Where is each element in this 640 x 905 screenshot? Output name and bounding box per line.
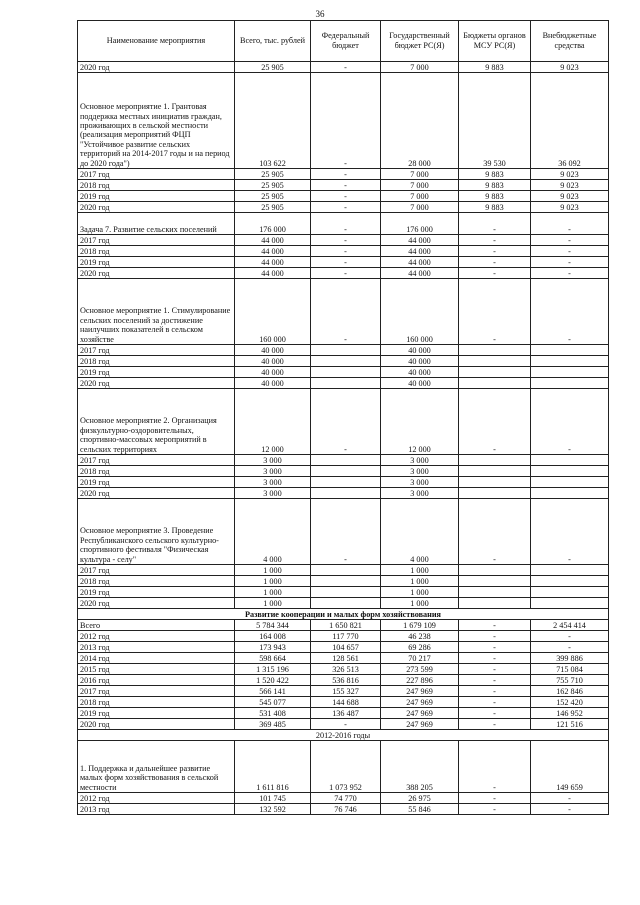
table-row (78, 268, 609, 279)
cell-name: 2019 год (78, 477, 235, 488)
subsection-title: 2012-2016 годы (78, 730, 609, 741)
cell-total: 173 943 (235, 642, 311, 653)
cell-federal: - (311, 279, 381, 345)
cell-municipal (459, 488, 531, 499)
cell-municipal: 9 883 (459, 202, 531, 213)
cell-extrabudget (531, 587, 609, 598)
table-row (78, 213, 609, 235)
table-row (78, 73, 609, 169)
cell-municipal: - (459, 686, 531, 697)
cell-extrabudget: 9 023 (531, 191, 609, 202)
cell-municipal: - (459, 631, 531, 642)
cell-federal: - (311, 213, 381, 235)
cell-state: 44 000 (381, 257, 459, 268)
cell-name: 2013 год (78, 642, 235, 653)
cell-extrabudget: - (531, 257, 609, 268)
cell-state: 388 205 (381, 741, 459, 793)
cell-extrabudget: - (531, 213, 609, 235)
cell-extrabudget (531, 488, 609, 499)
page-number: 36 (315, 9, 325, 19)
col-header-name: Наименование мероприятия (78, 21, 235, 62)
cell-name: 2020 год (78, 598, 235, 609)
cell-state: 247 969 (381, 719, 459, 730)
col-header-federal: Федеральный бюджет (311, 21, 381, 62)
cell-state: 4 000 (381, 499, 459, 565)
cell-extrabudget (531, 356, 609, 367)
cell-extrabudget (531, 576, 609, 587)
table-row (78, 466, 609, 477)
cell-municipal (459, 466, 531, 477)
cell-federal: - (311, 268, 381, 279)
cell-name: 2017 год (78, 565, 235, 576)
cell-total: 164 008 (235, 631, 311, 642)
cell-extrabudget (531, 477, 609, 488)
cell-name: Основное мероприятие 1. Грантовая поддержка местных инициатив граждан, проживающих в сельской местности (реализация мероприятий ФЦП "Устойчивое развитие сельских территорий на 2014-2017 годы и на период до 2020 года") (78, 73, 235, 169)
table-row (78, 499, 609, 565)
cell-state: 273 599 (381, 664, 459, 675)
cell-extrabudget: - (531, 631, 609, 642)
cell-state: 44 000 (381, 246, 459, 257)
table-row (78, 202, 609, 213)
cell-name: Основное мероприятие 2. Организация физкультурно-оздоровительных, спортивно-массовых мероприятий в сельских территориях (78, 389, 235, 455)
cell-name: 2018 год (78, 246, 235, 257)
table-row (78, 686, 609, 697)
table-row (78, 356, 609, 367)
cell-federal (311, 598, 381, 609)
cell-state: 44 000 (381, 268, 459, 279)
cell-state: 7 000 (381, 202, 459, 213)
cell-extrabudget (531, 455, 609, 466)
cell-state: 69 286 (381, 642, 459, 653)
cell-federal: 104 657 (311, 642, 381, 653)
cell-municipal: - (459, 268, 531, 279)
cell-federal: 326 513 (311, 664, 381, 675)
cell-municipal (459, 576, 531, 587)
cell-total: 1 520 422 (235, 675, 311, 686)
cell-name: 2017 год (78, 686, 235, 697)
cell-municipal (459, 367, 531, 378)
table-row (78, 804, 609, 815)
cell-federal (311, 356, 381, 367)
cell-state: 1 000 (381, 598, 459, 609)
cell-extrabudget (531, 565, 609, 576)
cell-state: 1 000 (381, 576, 459, 587)
cell-name: 2019 год (78, 191, 235, 202)
cell-state: 247 969 (381, 708, 459, 719)
cell-municipal (459, 598, 531, 609)
cell-name: 2020 год (78, 719, 235, 730)
cell-federal: - (311, 180, 381, 191)
cell-total: 3 000 (235, 488, 311, 499)
cell-municipal (459, 356, 531, 367)
cell-municipal: - (459, 675, 531, 686)
cell-name: 2020 год (78, 62, 235, 73)
cell-state: 40 000 (381, 356, 459, 367)
cell-extrabudget (531, 466, 609, 477)
cell-state: 3 000 (381, 455, 459, 466)
cell-state: 12 000 (381, 389, 459, 455)
cell-extrabudget: - (531, 499, 609, 565)
cell-name: Всего (78, 620, 235, 631)
cell-name: 2014 год (78, 653, 235, 664)
cell-name: Основное мероприятие 3. Проведение Республиканского сельского культурно-спортивного фестиваля "Физическая культура - селу" (78, 499, 235, 565)
cell-extrabudget (531, 598, 609, 609)
cell-municipal: - (459, 793, 531, 804)
table-row (78, 279, 609, 345)
cell-name: Задача 7. Развитие сельских поселений (78, 213, 235, 235)
cell-federal: 536 816 (311, 675, 381, 686)
cell-total: 598 664 (235, 653, 311, 664)
cell-total: 44 000 (235, 235, 311, 246)
cell-state: 3 000 (381, 488, 459, 499)
cell-federal: 128 561 (311, 653, 381, 664)
table-row (78, 455, 609, 466)
cell-municipal: 9 883 (459, 169, 531, 180)
table-row (78, 598, 609, 609)
cell-extrabudget: - (531, 642, 609, 653)
cell-name: 1. Поддержка и дальнейшее развитие малых форм хозяйствования в сельской местности (78, 741, 235, 793)
cell-name: 2017 год (78, 169, 235, 180)
cell-federal: 1 073 952 (311, 741, 381, 793)
cell-name: 2018 год (78, 466, 235, 477)
cell-municipal: - (459, 620, 531, 631)
cell-federal: - (311, 257, 381, 268)
cell-name: 2020 год (78, 488, 235, 499)
cell-municipal: - (459, 708, 531, 719)
cell-total: 44 000 (235, 268, 311, 279)
cell-federal: 74 770 (311, 793, 381, 804)
cell-state: 247 969 (381, 697, 459, 708)
table-row (78, 620, 609, 631)
cell-extrabudget: 399 886 (531, 653, 609, 664)
col-header-municipal: Бюджеты органов МСУ РС(Я) (459, 21, 531, 62)
cell-name: 2019 год (78, 708, 235, 719)
cell-name: 2013 год (78, 804, 235, 815)
cell-federal: - (311, 202, 381, 213)
cell-federal: 136 487 (311, 708, 381, 719)
col-header-extrabudget: Внебюджетные средства (531, 21, 609, 62)
cell-state: 176 000 (381, 213, 459, 235)
cell-total: 40 000 (235, 378, 311, 389)
section-title: Развитие кооперации и малых форм хозяйствования (78, 609, 609, 620)
cell-name: 2018 год (78, 356, 235, 367)
table-row (78, 191, 609, 202)
table-row (78, 169, 609, 180)
table-row (78, 708, 609, 719)
cell-name: 2018 год (78, 180, 235, 191)
cell-federal (311, 345, 381, 356)
cell-municipal (459, 587, 531, 598)
cell-extrabudget: 9 023 (531, 202, 609, 213)
cell-state: 55 846 (381, 804, 459, 815)
cell-federal: 1 650 821 (311, 620, 381, 631)
cell-total: 44 000 (235, 246, 311, 257)
table-row (78, 719, 609, 730)
cell-total: 40 000 (235, 367, 311, 378)
cell-municipal: - (459, 642, 531, 653)
cell-federal: 155 327 (311, 686, 381, 697)
cell-municipal: - (459, 697, 531, 708)
cell-total: 3 000 (235, 466, 311, 477)
cell-municipal (459, 477, 531, 488)
cell-state: 7 000 (381, 62, 459, 73)
cell-total: 566 141 (235, 686, 311, 697)
cell-extrabudget: - (531, 268, 609, 279)
cell-name: 2020 год (78, 268, 235, 279)
cell-total: 1 000 (235, 598, 311, 609)
cell-extrabudget: 121 516 (531, 719, 609, 730)
table-row (78, 345, 609, 356)
cell-municipal: - (459, 213, 531, 235)
cell-municipal: - (459, 389, 531, 455)
cell-total: 1 611 816 (235, 741, 311, 793)
col-header-state: Государственный бюджет РС(Я) (381, 21, 459, 62)
cell-state: 7 000 (381, 180, 459, 191)
cell-total: 1 000 (235, 565, 311, 576)
cell-extrabudget: 9 023 (531, 62, 609, 73)
cell-state: 46 238 (381, 631, 459, 642)
cell-federal: - (311, 389, 381, 455)
cell-state: 40 000 (381, 367, 459, 378)
cell-name: 2019 год (78, 587, 235, 598)
table-row (78, 741, 609, 793)
cell-municipal: - (459, 235, 531, 246)
table-row (78, 62, 609, 73)
cell-total: 1 000 (235, 576, 311, 587)
table-row (78, 793, 609, 804)
cell-federal: - (311, 169, 381, 180)
cell-name: 2019 год (78, 367, 235, 378)
cell-municipal (459, 565, 531, 576)
cell-state: 40 000 (381, 378, 459, 389)
cell-extrabudget: - (531, 235, 609, 246)
cell-state: 7 000 (381, 169, 459, 180)
table-row (78, 367, 609, 378)
cell-federal: 76 746 (311, 804, 381, 815)
cell-state: 1 000 (381, 565, 459, 576)
cell-extrabudget: 715 084 (531, 664, 609, 675)
cell-extrabudget: - (531, 279, 609, 345)
cell-state: 28 000 (381, 73, 459, 169)
cell-federal (311, 587, 381, 598)
cell-extrabudget: - (531, 793, 609, 804)
cell-municipal (459, 378, 531, 389)
cell-name: 2015 год (78, 664, 235, 675)
cell-federal (311, 488, 381, 499)
cell-state: 247 969 (381, 686, 459, 697)
cell-municipal: - (459, 246, 531, 257)
cell-extrabudget: - (531, 389, 609, 455)
cell-total: 1 000 (235, 587, 311, 598)
cell-municipal: 9 883 (459, 180, 531, 191)
cell-state: 40 000 (381, 345, 459, 356)
cell-municipal: - (459, 664, 531, 675)
cell-federal: - (311, 235, 381, 246)
cell-state: 1 679 109 (381, 620, 459, 631)
cell-name: 2012 год (78, 631, 235, 642)
cell-total: 40 000 (235, 345, 311, 356)
cell-name: 2018 год (78, 697, 235, 708)
table-body (78, 62, 609, 815)
cell-total: 4 000 (235, 499, 311, 565)
table-row (78, 477, 609, 488)
cell-federal (311, 378, 381, 389)
cell-total: 545 077 (235, 697, 311, 708)
cell-municipal: 9 883 (459, 62, 531, 73)
cell-total: 176 000 (235, 213, 311, 235)
cell-municipal: - (459, 719, 531, 730)
cell-state: 26 975 (381, 793, 459, 804)
cell-federal: - (311, 246, 381, 257)
cell-federal: - (311, 719, 381, 730)
cell-total: 101 745 (235, 793, 311, 804)
cell-extrabudget: 755 710 (531, 675, 609, 686)
cell-federal (311, 576, 381, 587)
cell-federal: - (311, 499, 381, 565)
cell-federal: - (311, 191, 381, 202)
cell-extrabudget: - (531, 246, 609, 257)
cell-total: 531 408 (235, 708, 311, 719)
header-row (78, 21, 609, 62)
cell-name: Основное мероприятие 1. Стимулирование сельских поселений за достижение наилучших показателей в сельском хозяйстве (78, 279, 235, 345)
table-row (78, 587, 609, 598)
cell-extrabudget: 152 420 (531, 697, 609, 708)
cell-name: 2017 год (78, 235, 235, 246)
cell-state: 3 000 (381, 466, 459, 477)
cell-state: 227 896 (381, 675, 459, 686)
cell-state: 7 000 (381, 191, 459, 202)
cell-state: 44 000 (381, 235, 459, 246)
cell-federal: 144 688 (311, 697, 381, 708)
cell-name: 2012 год (78, 793, 235, 804)
table-row (78, 180, 609, 191)
budget-table (77, 20, 609, 815)
cell-extrabudget: 9 023 (531, 180, 609, 191)
cell-state: 70 217 (381, 653, 459, 664)
cell-name: 2016 год (78, 675, 235, 686)
cell-extrabudget (531, 378, 609, 389)
table-row (78, 642, 609, 653)
cell-total: 12 000 (235, 389, 311, 455)
cell-total: 132 592 (235, 804, 311, 815)
cell-state: 160 000 (381, 279, 459, 345)
cell-municipal: - (459, 279, 531, 345)
cell-federal: 117 770 (311, 631, 381, 642)
cell-total: 25 905 (235, 202, 311, 213)
cell-name: 2017 год (78, 345, 235, 356)
cell-state: 1 000 (381, 587, 459, 598)
table-row (78, 565, 609, 576)
cell-name: 2020 год (78, 378, 235, 389)
cell-municipal: 9 883 (459, 191, 531, 202)
cell-name: 2018 год (78, 576, 235, 587)
cell-total: 25 905 (235, 62, 311, 73)
cell-extrabudget: 149 659 (531, 741, 609, 793)
cell-municipal: - (459, 499, 531, 565)
cell-federal: - (311, 62, 381, 73)
cell-federal (311, 565, 381, 576)
cell-municipal: - (459, 257, 531, 268)
cell-total: 5 784 344 (235, 620, 311, 631)
cell-total: 160 000 (235, 279, 311, 345)
cell-extrabudget (531, 345, 609, 356)
cell-municipal (459, 345, 531, 356)
table-row (78, 653, 609, 664)
col-header-total: Всего, тыс. рублей (235, 21, 311, 62)
cell-extrabudget: 146 952 (531, 708, 609, 719)
table-row (78, 664, 609, 675)
table-row (78, 246, 609, 257)
cell-federal (311, 466, 381, 477)
cell-federal (311, 367, 381, 378)
subsection-row (78, 730, 609, 741)
cell-municipal: - (459, 741, 531, 793)
cell-total: 103 622 (235, 73, 311, 169)
cell-total: 40 000 (235, 356, 311, 367)
cell-municipal (459, 455, 531, 466)
section-row (78, 609, 609, 620)
cell-municipal: - (459, 804, 531, 815)
cell-municipal: 39 530 (459, 73, 531, 169)
cell-extrabudget: - (531, 804, 609, 815)
cell-total: 25 905 (235, 169, 311, 180)
table-row (78, 631, 609, 642)
table-row (78, 257, 609, 268)
cell-total: 25 905 (235, 191, 311, 202)
table-row (78, 576, 609, 587)
cell-federal (311, 477, 381, 488)
cell-total: 25 905 (235, 180, 311, 191)
cell-name: 2017 год (78, 455, 235, 466)
cell-extrabudget: 9 023 (531, 169, 609, 180)
table-row (78, 675, 609, 686)
cell-total: 44 000 (235, 257, 311, 268)
cell-federal (311, 455, 381, 466)
cell-total: 3 000 (235, 477, 311, 488)
cell-extrabudget: 162 846 (531, 686, 609, 697)
cell-extrabudget (531, 367, 609, 378)
table-row (78, 488, 609, 499)
table-row (78, 235, 609, 246)
table-row (78, 378, 609, 389)
table-row (78, 389, 609, 455)
cell-municipal: - (459, 653, 531, 664)
cell-total: 3 000 (235, 455, 311, 466)
cell-total: 369 485 (235, 719, 311, 730)
cell-federal: - (311, 73, 381, 169)
cell-name: 2020 год (78, 202, 235, 213)
cell-name: 2019 год (78, 257, 235, 268)
table-row (78, 697, 609, 708)
cell-state: 3 000 (381, 477, 459, 488)
cell-extrabudget: 36 092 (531, 73, 609, 169)
cell-extrabudget: 2 454 414 (531, 620, 609, 631)
cell-total: 1 315 196 (235, 664, 311, 675)
